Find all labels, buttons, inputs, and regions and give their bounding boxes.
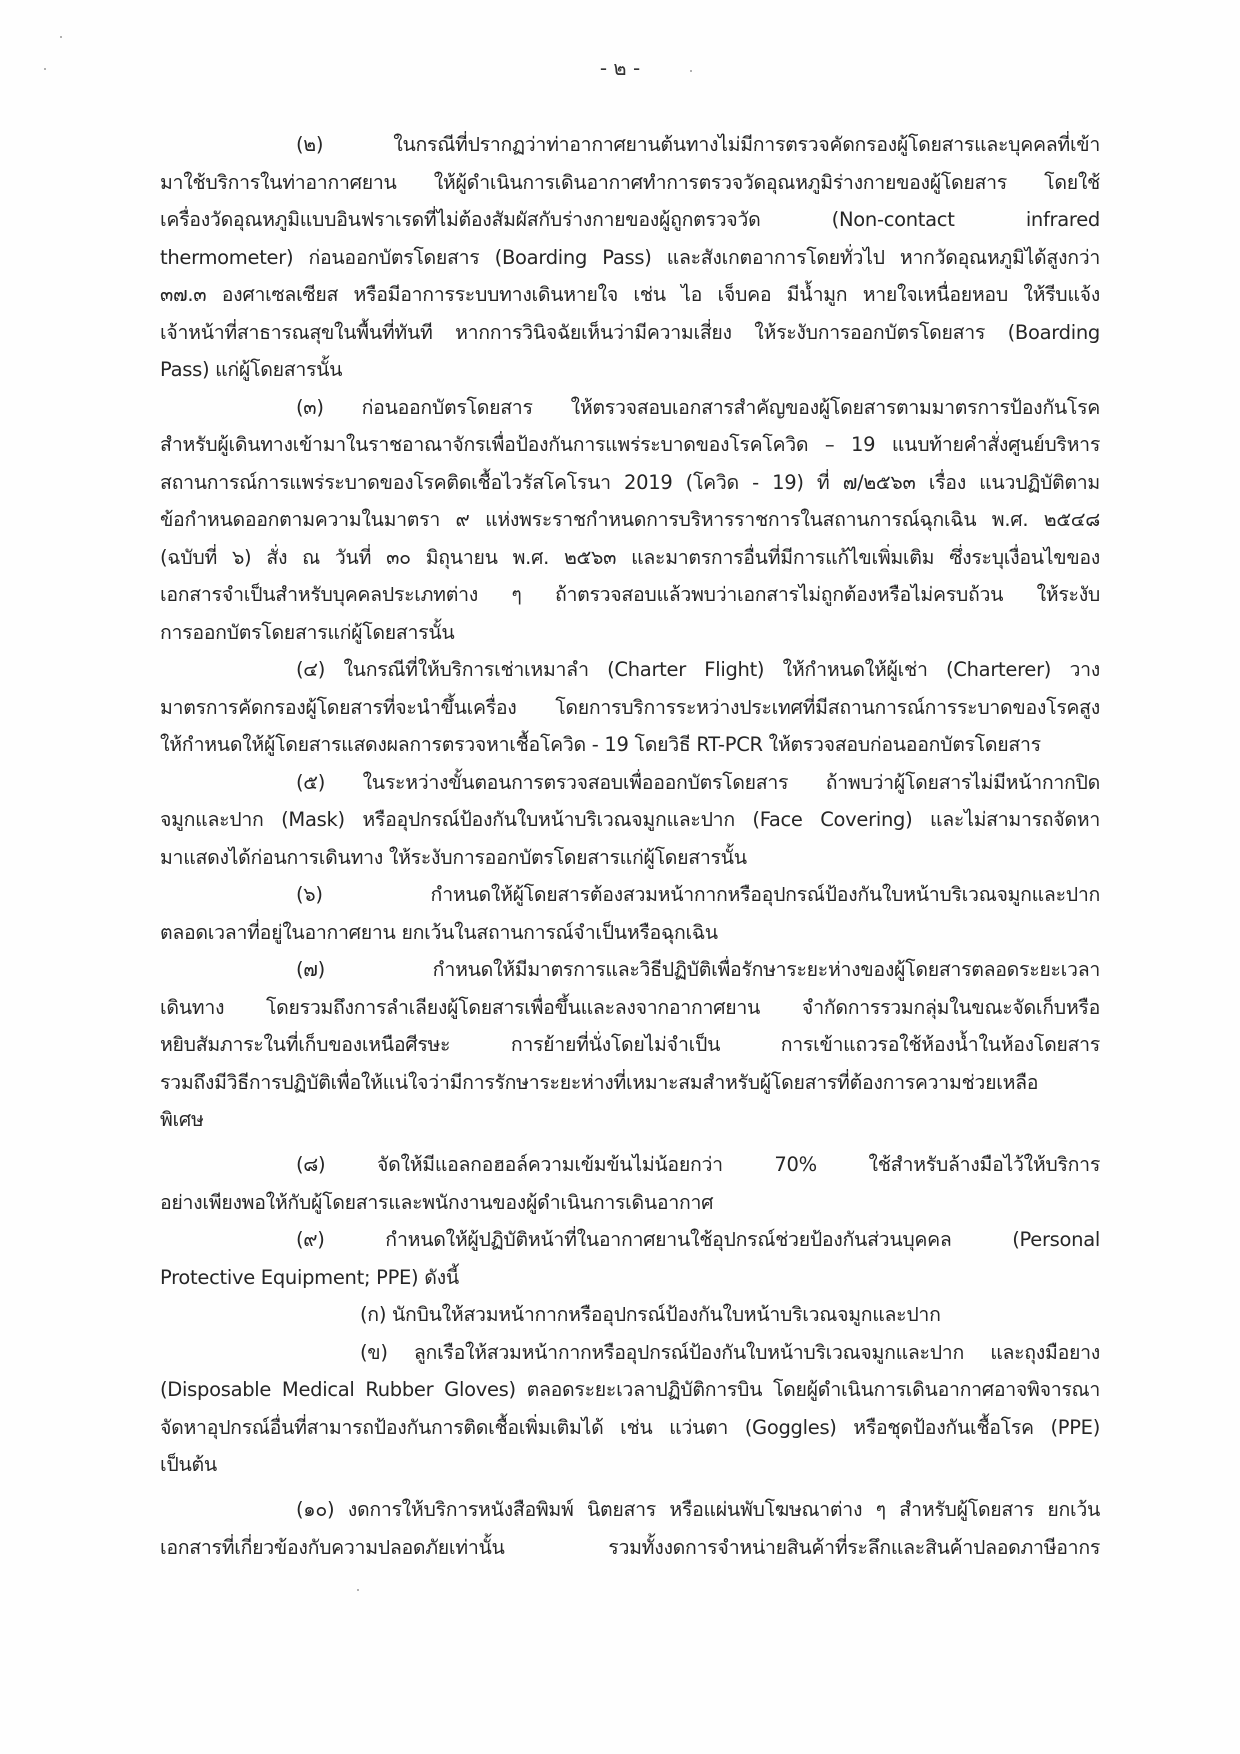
- text-line: จัดหาอุปกรณ์อื่นที่สามารถป้องกันการติดเชื้อเพิ่มเติมได้ เช่น แว่นตา (Goggles) หรือชุดป้องกันเชื้อโรค (PPE): [160, 1416, 1100, 1439]
- text-line: พิเศษ: [160, 1108, 204, 1131]
- text-line: การออกบัตรโดยสารแก่ผู้โดยสารนั้น: [160, 621, 455, 644]
- text-line: (๙) กำหนดให้ผู้ปฏิบัติหน้าที่ในอากาศยานใช้อุปกรณ์ช่วยป้องกันส่วนบุคคล (Personal: [296, 1228, 1100, 1251]
- text-line: ตลอดเวลาที่อยู่ในอากาศยาน ยกเว้นในสถานการณ์จำเป็นหรือฉุกเฉิน: [160, 921, 718, 944]
- text-line: สำหรับผู้เดินทางเข้ามาในราชอาณาจักรเพื่อป้องกันการแพร่ระบาดของโรคโควิด – 19 แนบท้ายคำสั่งศูนย์บริหาร: [160, 433, 1100, 456]
- text-line: เจ้าหน้าที่สาธารณสุขในพื้นที่ทันที หากการวินิจฉัยเห็นว่ามีความเสี่ยง ให้ระงับการออกบัตรโดยสาร (Boarding: [160, 321, 1100, 344]
- text-line: (๖) กำหนดให้ผู้โดยสารต้องสวมหน้ากากหรืออุปกรณ์ป้องกันใบหน้าบริเวณจมูกและปาก: [296, 883, 1100, 906]
- text-line: (ข) ลูกเรือให้สวมหน้ากากหรืออุปกรณ์ป้องกันใบหน้าบริเวณจมูกและปาก และถุงมือยาง: [360, 1341, 1100, 1364]
- text-line: (Disposable Medical Rubber Gloves) ตลอดระยะเวลาปฏิบัติการบิน โดยผู้ดำเนินการเดินอากาศอาจพิจารณา: [160, 1378, 1100, 1401]
- text-line: เอกสารจำเป็นสำหรับบุคคลประเภทต่าง ๆ ถ้าตรวจสอบแล้วพบว่าเอกสารไม่ถูกต้องหรือไม่ครบถ้วน ให้ระงับ: [160, 583, 1100, 606]
- text-line: (๓) ก่อนออกบัตรโดยสาร ให้ตรวจสอบเอกสารสำคัญของผู้โดยสารตามมาตรการป้องกันโรค: [296, 396, 1100, 419]
- scan-speck: [357, 1589, 359, 1591]
- text-line: (๗) กำหนดให้มีมาตรการและวิธีปฏิบัติเพื่อรักษาระยะห่างของผู้โดยสารตลอดระยะเวลา: [296, 958, 1100, 981]
- text-line: Protective Equipment; PPE) ดังนี้: [160, 1266, 459, 1289]
- text-line: ให้กำหนดให้ผู้โดยสารแสดงผลการตรวจหาเชื้อโควิด - 19 โดยวิธี RT-PCR ให้ตรวจสอบก่อนออกบัตรโดยสาร: [160, 733, 1041, 756]
- text-line: มาใช้บริการในท่าอากาศยาน ให้ผู้ดำเนินการเดินอากาศทำการตรวจวัดอุณหภูมิร่างกายของผู้โดยสาร โดยใช้: [160, 171, 1100, 194]
- text-line: (๕) ในระหว่างขั้นตอนการตรวจสอบเพื่อออกบัตรโดยสาร ถ้าพบว่าผู้โดยสารไม่มีหน้ากากปิด: [296, 771, 1100, 794]
- text-line: รวมถึงมีวิธีการปฏิบัติเพื่อให้แน่ใจว่ามีการรักษาระยะห่างที่เหมาะสมสำหรับผู้โดยสารที่ต้องการความช่วยเหลือ: [160, 1071, 1039, 1094]
- text-line: (๘) จัดให้มีแอลกอฮอล์ความเข้มข้นไม่น้อยกว่า 70% ใช้สำหรับล้างมือไว้ให้บริการ: [296, 1153, 1100, 1176]
- text-line: ๓๗.๓ องศาเซลเซียส หรือมีอาการระบบทางเดินหายใจ เช่น ไอ เจ็บคอ มีน้ำมูก หายใจเหนื่อยหอบ ให้รีบแจ้ง: [160, 283, 1100, 306]
- text-line: (ก) นักบินให้สวมหน้ากากหรืออุปกรณ์ป้องกันใบหน้าบริเวณจมูกและปาก: [360, 1303, 941, 1326]
- scan-speck: [44, 68, 46, 70]
- text-line: หยิบสัมภาระในที่เก็บของเหนือศีรษะ การย้ายที่นั่งโดยไม่จำเป็น การเข้าแถวรอใช้ห้องน้ำในห้องโดยสาร: [160, 1033, 1100, 1056]
- page-number: - ๒ -: [599, 56, 641, 80]
- text-line: thermometer) ก่อนออกบัตรโดยสาร (Boarding Pass) และสังเกตอาการโดยทั่วไป หากวัดอุณหภูมิได้สูงกว่า: [160, 246, 1100, 269]
- text-line: (ฉบับที่ ๖) สั่ง ณ วันที่ ๓๐ มิถุนายน พ.ศ. ๒๕๖๓ และมาตรการอื่นที่มีการแก้ไขเพิ่มเติม ซึ่งระบุเงื่อนไขของ: [160, 546, 1100, 569]
- text-line: สถานการณ์การแพร่ระบาดของโรคติดเชื้อไวรัสโคโรนา 2019 (โควิด - 19) ที่ ๗/๒๕๖๓ เรื่อง แนวปฏิบัติตาม: [160, 471, 1100, 494]
- text-line: (๒) ในกรณีที่ปรากฏว่าท่าอากาศยานต้นทางไม่มีการตรวจคัดกรองผู้โดยสารและบุคคลที่เข้า: [296, 133, 1100, 156]
- text-line: (๔) ในกรณีที่ให้บริการเช่าเหมาลำ (Charter Flight) ให้กำหนดให้ผู้เช่า (Charterer) วาง: [296, 658, 1100, 681]
- text-line: เป็นต้น: [160, 1453, 217, 1476]
- scan-speck: [60, 36, 62, 38]
- scan-speck: [690, 70, 692, 72]
- text-line: Pass) แก่ผู้โดยสารนั้น: [160, 358, 343, 381]
- text-line: มาแสดงได้ก่อนการเดินทาง ให้ระงับการออกบัตรโดยสารแก่ผู้โดยสารนั้น: [160, 846, 747, 869]
- text-line: จมูกและปาก (Mask) หรืออุปกรณ์ป้องกันใบหน้าบริเวณจมูกและปาก (Face Covering) และไม่สามารถจัดหา: [160, 808, 1100, 831]
- text-line: มาตรการคัดกรองผู้โดยสารที่จะนำขึ้นเครื่อง โดยการบริการระหว่างประเทศที่มีสถานการณ์การระบาดของโรคสูง: [160, 696, 1100, 719]
- text-line: เครื่องวัดอุณหภูมิแบบอินฟราเรดที่ไม่ต้องสัมผัสกับร่างกายของผู้ถูกตรวจวัด (Non-contact infrared: [160, 208, 1100, 231]
- text-line: อย่างเพียงพอให้กับผู้โดยสารและพนักงานของผู้ดำเนินการเดินอากาศ: [160, 1191, 714, 1214]
- text-line: เดินทาง โดยรวมถึงการลำเลียงผู้โดยสารเพื่อขึ้นและลงจากอากาศยาน จำกัดการรวมกลุ่มในขณะจัดเก็บหรือ: [160, 996, 1100, 1019]
- text-line: เอกสารที่เกี่ยวข้องกับความปลอดภัยเท่านั้น รวมทั้งงดการจำหน่ายสินค้าที่ระลึกและสินค้าปลอดภาษีอากร: [160, 1536, 1100, 1559]
- text-line: ข้อกำหนดออกตามความในมาตรา ๙ แห่งพระราชกำหนดการบริหารราชการในสถานการณ์ฉุกเฉิน พ.ศ. ๒๕๔๘: [160, 508, 1100, 531]
- text-line: (๑๐) งดการให้บริการหนังสือพิมพ์ นิตยสาร หรือแผ่นพับโฆษณาต่าง ๆ สำหรับผู้โดยสาร ยกเว้น: [296, 1498, 1100, 1521]
